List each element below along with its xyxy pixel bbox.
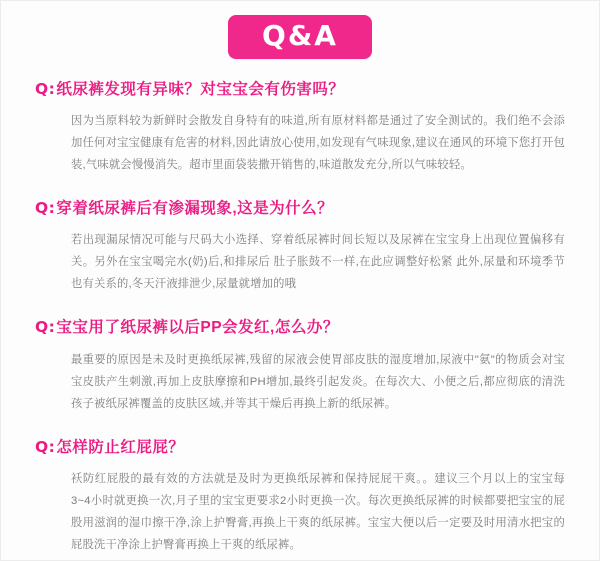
- answer-text: 最重要的原因是未及时更换纸尿裤,残留的尿液会使胃部皮肤的湿度增加,尿液中"氨"的物质会对宝宝皮肤产生刺激,再加上皮肤摩擦和PH增加,最终引起发炎。在每次大、小便之后,都应彻底的清洗孩子被纸尿裤覆盖的皮肤区域,并等其干燥后再换上新的纸尿裤。: [71, 353, 565, 410]
- question-title: [35, 198, 565, 219]
- qa-item: [35, 198, 565, 295]
- answer-text: 袄防红屁股的最有效的方法就是及时为更换纸尿裤和保持屁屁干爽。。建议三个月以上的宝宝每3~4小时就更换一次,月子里的宝宝更要求2小时更换一次。每次更换纸尿裤的时候都要把宝宝的屁股用滋润的湿巾擦干净,涂上护臀膏,再换上干爽的纸尿裤。宝宝大便以后一定要及时用清水把宝的屁股洗干净涂上护臀膏再换上干爽的纸尿裤。: [71, 472, 565, 551]
- question-text: 怎样防止红屁屁？: [56, 438, 185, 456]
- question-prefix: Q:: [35, 80, 56, 98]
- question-text: 纸尿裤发现有异味？对宝宝会有伤害吗？: [56, 81, 345, 98]
- question-prefix: Q:: [35, 437, 56, 456]
- answer-text: 若出现漏尿情况可能与尺码大小选择、穿着纸尿裤时间长短以及尿裤在宝宝身上出现位置偏移有关。另外在宝宝喝完水(奶)后,和排尿后 肚子胀鼓不一样,在此应调整好松紧 此外,尿量和环境季节也有关系的,冬天汗液排泄少,尿量就增加的哦: [71, 234, 565, 291]
- page-header: [1, 1, 599, 73]
- question-text: 宝宝用了纸尿裤以后PP会发红,怎么办？: [56, 319, 339, 337]
- question-prefix: Q:: [35, 318, 56, 337]
- question-text: 穿着纸尿裤后有渗漏现象,这是为什么？: [56, 200, 334, 218]
- question-title: [35, 317, 565, 338]
- question-prefix: Q:: [35, 199, 56, 218]
- qa-list: [1, 73, 599, 556]
- qa-badge: Q&A: [228, 15, 372, 59]
- question-title: [35, 437, 565, 458]
- answer-text: 因为当原料较为新鲜时会散发自身特有的味道,所有原材料都是通过了安全测试的。我们绝不会添加任何对宝宝健康有危害的材料,因此请放心使用,如发现有气味现象,建议在通风的环境下您打开包装,气味就会慢慢消失。超市里面袋装撒开销售的,味道散发充分,所以气味较轻。: [71, 115, 565, 172]
- question-title: [35, 79, 565, 100]
- qa-item: [35, 317, 565, 414]
- qa-item: [35, 79, 565, 176]
- qa-item: [35, 437, 565, 556]
